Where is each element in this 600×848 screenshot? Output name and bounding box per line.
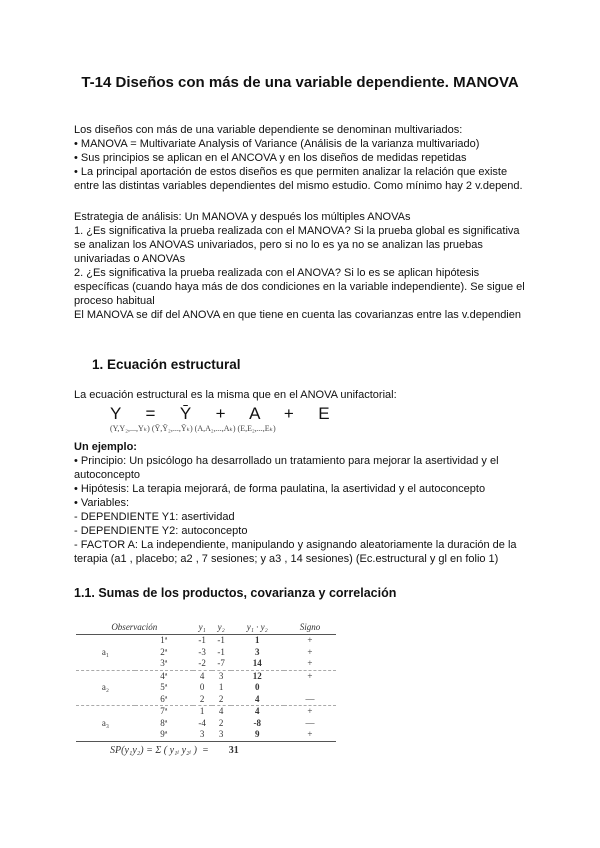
table-cell: 3 [255,646,260,657]
table-cell: 2 [218,693,224,704]
table-cell: 2ª [160,646,168,657]
table-cell: 6ª [160,693,168,704]
table-row [76,670,336,682]
table-row [76,729,336,741]
table-cell: -1 [217,635,225,645]
table-cell: 2 [199,693,205,704]
table-cell [284,682,336,694]
text-line: entre las distintas variables dependientes del mismo estudio. Como mínimo hay 2 v.depend. [74,180,523,192]
example-paragraph [74,440,544,566]
table-cell: — [305,693,315,704]
table-cell [76,729,135,741]
table-cell: a₁ [101,646,110,657]
text-line: • MANOVA = Multivariate Analysis of Variance (Análisis de la varianza multivariado) [74,138,480,150]
equation-intro: La ecuación estructural es la misma que en el ANOVA unifactorial: [74,389,397,401]
table-cell: 1 [218,682,224,692]
table-cell: 0 [199,682,205,692]
table-cell: 1ª [160,635,168,645]
table-cell: 7ª [135,706,193,718]
table-row [76,694,336,706]
table-cell: 1 [255,635,260,645]
table-row [76,658,336,670]
table-cell: — [305,717,315,728]
table-row [76,682,336,694]
text-line: - DEPENDIENTE Y2: autoconcepto [74,525,248,537]
table-cell: + [307,646,313,657]
table-cell: 4 [231,706,284,718]
table-cell: 8ª [160,717,168,728]
example-title: Un ejemplo: [74,441,137,453]
products-table [76,620,336,742]
table-cell: -8 [253,717,262,728]
sum-of-products: SP(y₁y₂) = Σ ( y₁ᵢ y₂ᵢ ) = 31 [110,745,239,756]
text-line: • Principio: Un psicólogo ha desarrollado un tratamiento para mejorar la asertividad y el [74,455,499,467]
table-row [76,635,336,647]
text-line: se analizan los ANOVAS univariados, pero si no lo es ya no se analizan las pruebas [74,239,483,251]
table-cell: 0 [255,682,260,692]
text-line: 2. ¿Es significativa la prueba realizada con el ANOVA? Si lo es se aplican hipótesis [74,267,480,279]
text-line: - FACTOR A: La independiente, manipulando y asignando aleatoriamente la duración de la [74,539,517,551]
table-cell: + [307,658,313,668]
table-cell: 9ª [135,729,193,741]
table-cell: 4 [193,670,212,682]
structural-equation [110,404,410,433]
table-cell: 3 [193,729,212,741]
table-cell: a₂ [101,682,110,692]
table-cell: -4 [198,717,206,728]
section-heading: 1. Ecuación estructural [92,357,241,372]
text-line: Los diseños con más de una variable dependiente se denominan multivariados: [74,124,463,136]
table-cell: -3 [198,646,206,657]
table-cell: 14 [252,658,262,668]
table-cell: -1 [217,646,225,657]
text-line: específicas (cuando haya más de dos condiciones en la variable independiente). Se sigue el [74,281,525,293]
table-cell: 3ª [160,658,168,668]
table-cell: + [284,729,336,741]
table-cell: 5ª [160,682,168,692]
table-cell [76,694,135,706]
text-line: terapia (a1 , placebo; a2 , 7 sesiones; y a3 , 14 sesiones) (Ec.estructural y gl en folio 1) [74,553,499,565]
text-line: El MANOVA se dif del ANOVA en que tiene en cuenta las covarianzas entre las v.dependien [74,309,521,321]
equation-main: Y = Ȳ + A + E [110,404,331,423]
table-cell: -7 [217,658,225,668]
table-cell [76,635,135,647]
table-cell: 1 [193,706,212,718]
table-cell: 9 [231,729,284,741]
text-line: • La principal aportación de estos diseños es que permiten analizar la relación que existe [74,166,508,178]
table-cell: + [284,706,336,718]
table-cell: + [284,670,336,682]
table-cell: 4ª [135,670,193,682]
text-line: 1. ¿Es significativa la prueba realizada con el MANOVA? Si la prueba global es significativa [74,225,520,237]
table-cell: -2 [198,658,206,668]
text-line: proceso habitual [74,295,155,307]
table-header: Observación y₁ y₂ y₁ · y₂ Signo [76,620,336,635]
table-cell [76,658,135,670]
table-cell: 4 [212,706,231,718]
table-cell: 3 [212,670,231,682]
table-row [76,718,336,730]
table-row [76,706,336,718]
text-line: • Variables: [74,497,130,509]
page-title: T-14 Diseños con más de una variable dependiente. MANOVA [81,74,519,91]
text-line: • Sus principios se aplican en el ANCOVA y en los diseños de medidas repetidas [74,152,467,164]
equation-subscripts: (Y,Y₂,...,Yₖ) (Ȳ,Ȳ₂,...,Ȳₖ) (A,A₂,...,Aₖ) (E,E₂,...,Eₖ) [110,424,276,433]
strategy-paragraph [74,210,544,322]
table-cell [76,670,135,682]
table-cell: 4 [255,693,260,704]
text-line: autoconcepto [74,469,141,481]
intro-paragraph [74,123,544,193]
table-cell: a₃ [101,717,110,728]
table-cell [76,706,135,718]
table-cell: -1 [198,635,206,645]
subsection-heading: 1.1. Sumas de los productos, covarianza y correlación [74,586,397,600]
table-cell: 2 [218,717,224,728]
table-cell: 12 [231,670,284,682]
table-cell: 3 [212,729,231,741]
table-row [76,647,336,659]
text-line: univariadas o ANOVAs [74,253,186,265]
text-line: Estrategia de análisis: Un MANOVA y después los múltiples ANOVAs [74,211,411,223]
text-line: • Hipótesis: La terapia mejorará, de forma paulatina, la asertividad y el autoconcepto [74,483,486,495]
text-line: - DEPENDIENTE Y1: asertividad [74,511,235,523]
table-cell: + [307,635,313,645]
